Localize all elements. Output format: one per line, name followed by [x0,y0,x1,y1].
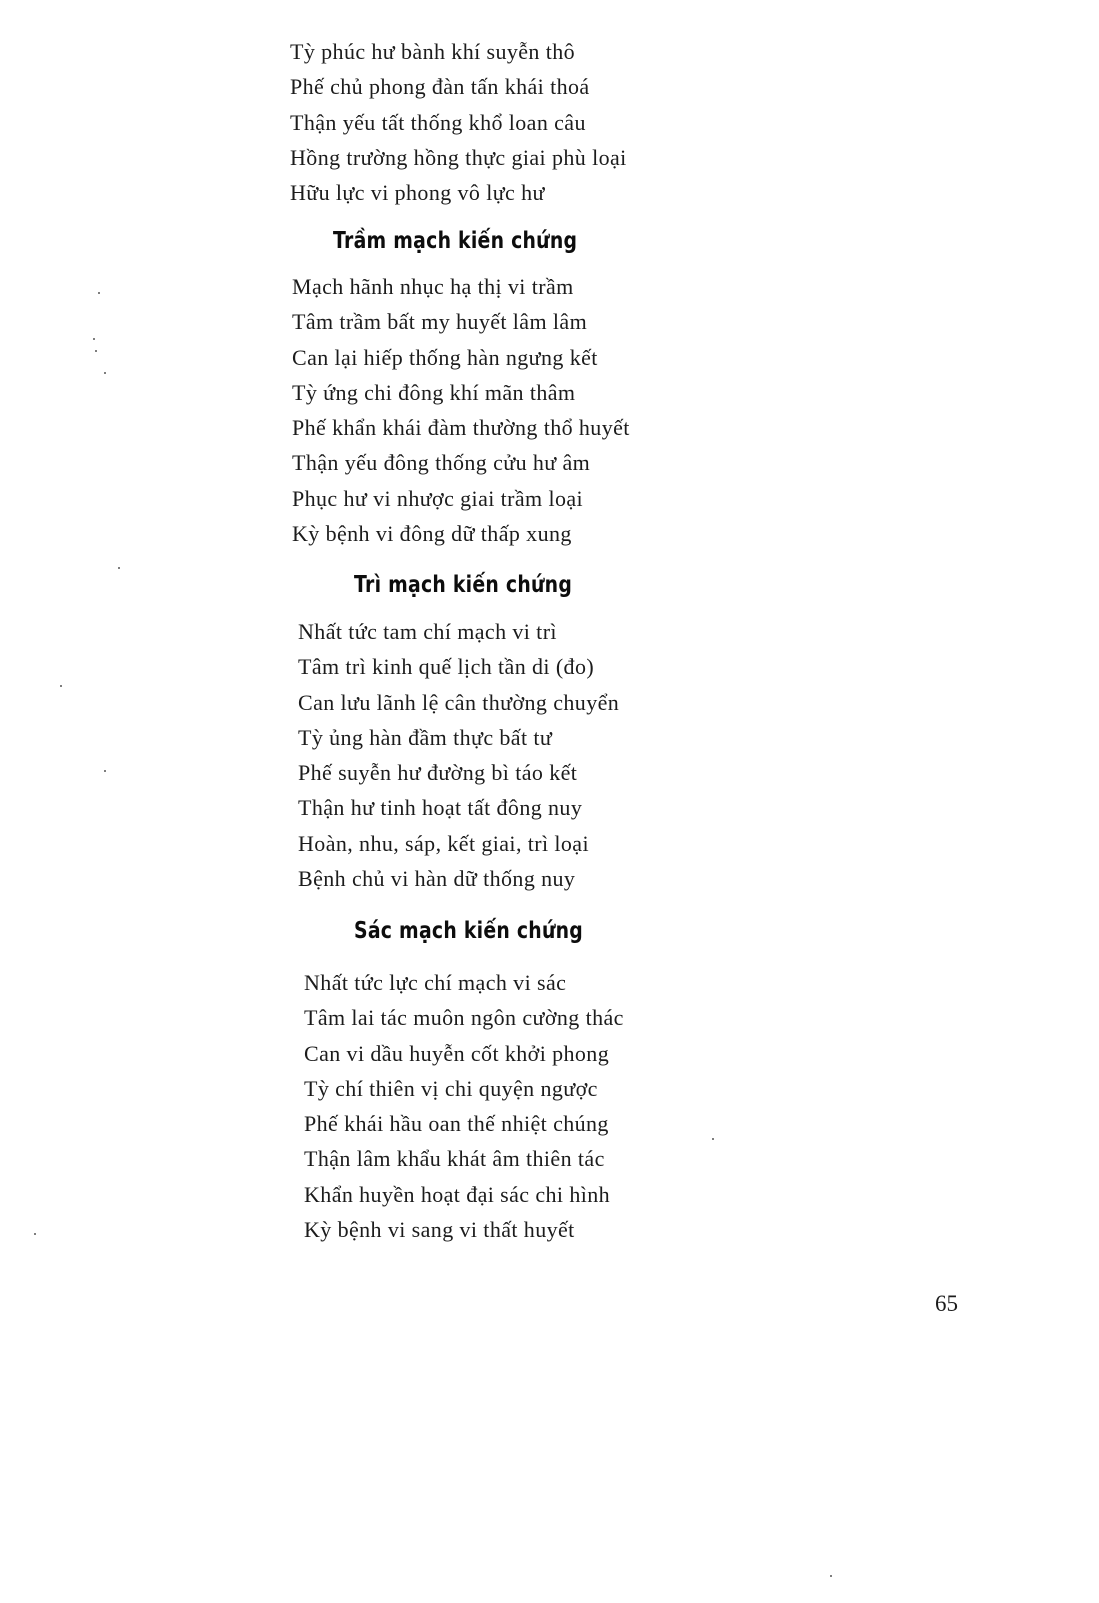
verse-line: Tỳ ủng hàn đầm thực bất tư [298,724,553,750]
section-verse-tram [292,269,630,551]
scan-speck [95,350,97,352]
verse-line: Khẩn huyền hoạt đại sác chi hình [304,1181,611,1207]
scan-speck [712,1138,714,1140]
scan-speck [60,685,62,687]
scan-speck [830,1575,832,1577]
section-heading-tram: Trầm mạch kiến chứng [333,228,578,254]
verse-line: Thận yếu đông thống cửu hư âm [292,450,591,476]
verse-line: Mạch hãnh nhục hạ thị vi trầm [292,274,574,299]
verse-line: Can lưu lãnh lệ cân thường chuyển [298,689,620,715]
verse-line: Can vi dầu huyễn cốt khởi phong [304,1040,610,1066]
verse-line: Tỳ ứng chi đông khí mãn thâm [292,379,576,405]
verse-line: Tỳ chí thiên vị chi quyện ngược [304,1075,598,1101]
verse-line: Tỳ phúc hư bành khí suyễn thô [290,39,576,64]
scan-speck [118,567,120,569]
intro-stanza [290,34,627,210]
verse-line: Hữu lực vi phong vô lực hư [290,180,545,206]
verse-line: Tâm trì kinh quế lịch tần di (đo) [298,654,595,680]
verse-line: Phế suyễn hư đường bì táo kết [298,760,578,786]
verse-line: Nhất tức lực chí mạch vi sác [304,970,567,995]
verse-line: Thận hư tinh hoạt tất đông nuy [298,795,583,821]
section-verse-tri [298,614,619,896]
verse-line: Hồng trường hồng thực giai phù loại [290,144,627,170]
verse-line: Can lại hiếp thống hàn ngưng kết [292,344,598,370]
verse-line: Hoàn, nhu, sáp, kết giai, trì loại [298,830,589,856]
scan-speck [34,1233,36,1235]
page-number: 65 [935,1291,958,1316]
verse-line: Thận lâm khẩu khát âm thiên tác [304,1146,605,1172]
verse-line: Phế khẩn khái đàm thường thổ huyết [292,415,630,441]
section-verse-sac [304,965,624,1247]
verse-line: Thận yếu tất thống khổ loan câu [290,109,586,135]
section-heading-sac: Sác mạch kiến chứng [354,918,584,944]
verse-line: Tâm lai tác muôn ngôn cường thác [304,1005,624,1031]
scan-speck [93,338,95,340]
verse-line: Kỳ bệnh vi sang vi thất huyết [304,1217,575,1243]
verse-line: Phế khái hầu oan thế nhiệt chúng [304,1111,609,1137]
section-heading-tri: Trì mạch kiến chứng [354,572,573,598]
verse-line: Kỳ bệnh vi đông dữ thấp xung [292,521,572,547]
verse-line: Phục hư vi nhược giai trầm loại [292,485,584,511]
scan-speck [104,372,106,374]
verse-line: Nhất tức tam chí mạch vi trì [298,619,557,644]
verse-line: Tâm trầm bất my huyết lâm lâm [292,309,588,335]
scan-speck [98,292,100,294]
scan-speck [104,770,106,772]
verse-line: Phế chủ phong đàn tấn khái thoá [290,74,590,100]
verse-line: Bệnh chủ vi hàn dữ thống nuy [298,866,576,892]
